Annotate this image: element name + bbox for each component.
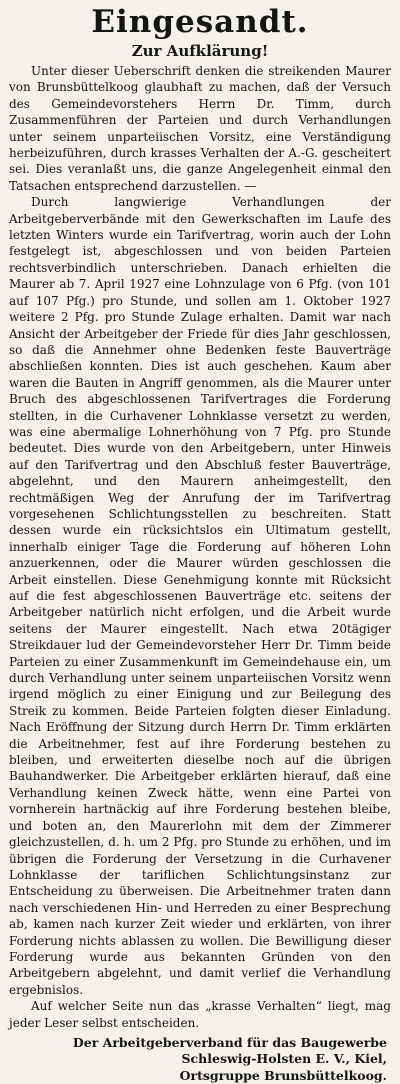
article-subtitle: Zur Aufklärung!	[131, 42, 269, 60]
paragraph-main: Durch langwierige Verhandlungen der Arbeitgeberverbände mit den Gewerkschaften im Laufe des letzten Winters wurde ein Tarifvertrag, worin auch der Lohn festgelegt ist, abgeschlossen und von beiden Parteien rechtsverbindlich unterschrieben. Danach erhielten die Maurer ab 7. April 1927 eine Lohnzulage von 6 Pfg. (von 101 auf 107 Pfg.) pro Stunde, und sollen am 1. Oktober 1927 weitere 2 Pfg. pro Stunde Zulage erhalten. Damit war nach Ansicht der Arbeitgeber der Friede für dies Jahr geschlossen, so daß die Annehmer ohne Bedenken feste Bauverträge abschließen konnten. Dies ist auch geschehen. Kaum aber waren die Bauten in Angriff genommen, als die Maurer unter Bruch des abgeschlossenen Tarifvertrages die Forderung stellten, in die Curhavener Lohnklasse versetzt zu werden, was eine abermalige Lohnerhöhung von 7 Pfg. pro Stunde bedeutet. Dies wurde von den Arbeitgebern, unter Hinweis auf den Tarifvertrag und den Abschluß fester Bauverträge, abgelehnt, und den Maurern anheimgestellt, den rechtmäßigen Weg der Anrufung der im Tarifvertrag vorgesehenen Schlichtungsstellen zu beschreiten. Statt dessen wurde ein rücksichtslos ein Ultimatum gestellt, innerhalb einiger Tage die Forderung auf höheren Lohn anzuerkennen, oder die Maurer würden geschlossen die Arbeit einstellen. Diese Genehmigung konnte mit Rücksicht auf die fest abgeschlossenen Bauverträge etc. seitens der Arbeitgeber natürlich nicht erfolgen, und die Arbeit wurde seitens der Maurer eingestellt. Nach etwa 20tägiger Streikdauer lud der Gemeindevorsteher Herr Dr. Timm beide Parteien zu einer Zusammenkunft im Gemeindehause ein, um durch Verhandlung unter seinem unparteiischen Vorsitz wenn irgend möglich zu einer Einigung und zur Beilegung des Streik zu kommen. Beide Parteien folgten dieser Einladung. Nach Eröffnung der Sitzung durch Herrn Dr. Timm erklärten die Arbeitnehmer, fest auf ihre Forderung bestehen zu bleiben, und erweiterten dieselbe noch auf die übrigen Bauhandwerker. Die Arbeitgeber erklärten hierauf, daß eine Verhandlung keinen Zweck hätte, wenn eine Partei von vornherein hartnäckig auf ihre Forderung bestehen bleibe, und boten an, den Maurerlohn mit dem der Zimmerer gleichzustellen, d. h. um 2 Pfg. pro Stunde zu erhöhen, und im übrigen die Forderung der Versetzung in die Curhavener Lohnklasse der tariflichen Schlichtungsinstanz zur Entscheidung zu überweisen. Die Arbeitnehmer traten dann nach verschiedenen Hin- und Herreden zu einer Besprechung ab, kamen nach kurzer Zeit wieder und erklärten, von ihrer Forderung nichts ablassen zu wollen. Die Bewilligung dieser Forderung wurde aus bekannten Gründen von den Arbeitgebern abgelehnt, und damit verlief die Verhandlung ergebnislos.	[9, 195, 391, 997]
signature-block	[9, 1035, 391, 1084]
signature-line-organization: Der Arbeitgeberverband für das Baugewerbe	[72, 1034, 387, 1050]
article-body	[9, 63, 391, 1031]
signature-line-local-group: Ortsgruppe Brunsbüttelkoog.	[179, 1067, 387, 1083]
paragraph-intro: Unter dieser Ueberschrift denken die streikenden Maurer von Brunsbüttelkoog glaubhaft zu machen, daß der Versuch des Gemeindevorstehers Herrn Dr. Timm, durch Zusammenführen der Parteien und durch Verhandlungen unter seinem unparteiischen Vorsitz, eine Verständigung herbeizuführen, durch krasses Verhalten der A.-G. gescheitert sei. Dies veranlaßt uns, die ganze Angelegenheit einmal den Tatsachen entsprechend darzustellen. —	[9, 64, 391, 193]
article-title: Eingesandt.	[91, 4, 309, 40]
paragraph-closing: Auf welcher Seite nun das „krasse Verhalten“ liegt, mag jeder Leser selbst entscheiden.	[9, 999, 391, 1030]
signature-line-region: Schleswig-Holsten E. V., Kiel,	[181, 1051, 387, 1067]
